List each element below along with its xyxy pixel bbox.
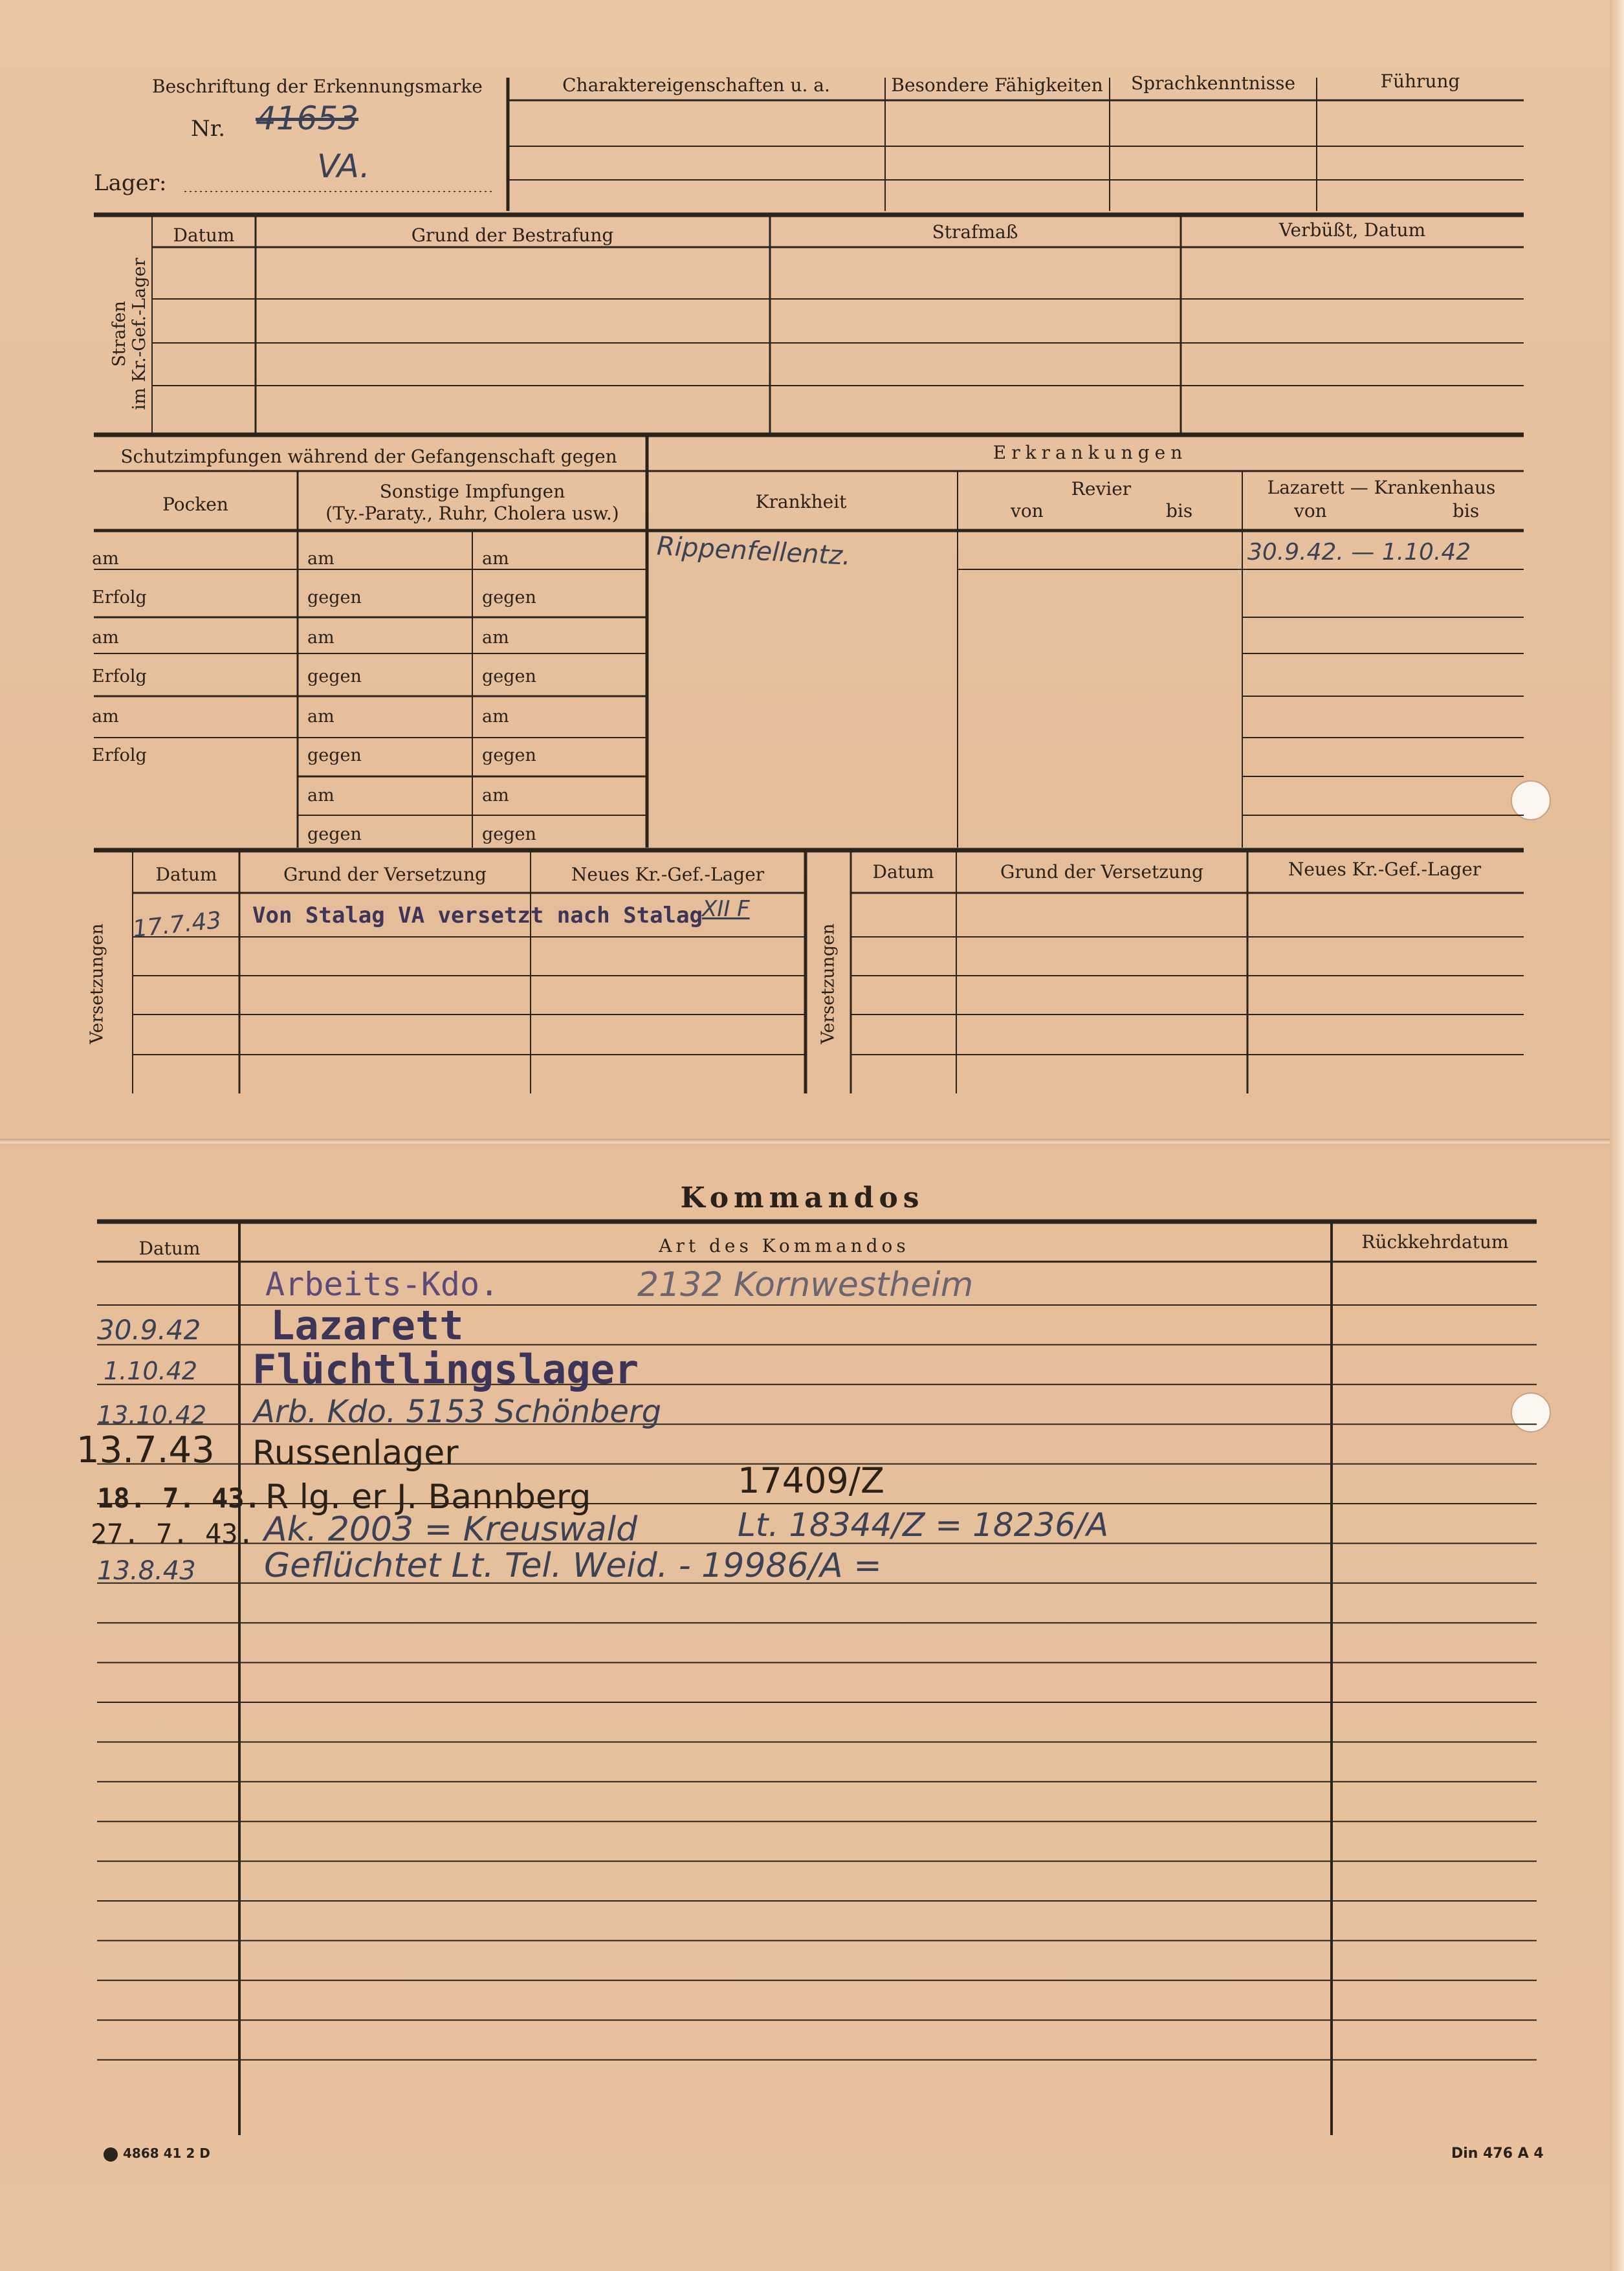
lager-label: Lager: — [94, 170, 167, 196]
kommando-entry-datum: 13.7.43 — [76, 1429, 215, 1471]
impfungen-sonstige-2: (Ty.-Paraty., Ruhr, Cholera usw.) — [325, 503, 619, 524]
kommando-entry-datum: 18. 7. 43. — [97, 1482, 261, 1514]
versetzung-col-lager-2: Neues Kr.-Gef.-Lager — [1288, 859, 1482, 880]
pocken-row: Erfolg — [92, 666, 147, 686]
pocken-row: am — [92, 628, 119, 648]
kommandos-title: Kommandos — [680, 1181, 925, 1214]
kommando-entry-text: Ak. 2003 = Kreuswald — [264, 1510, 638, 1549]
kommando-entry-text: Russenlager — [252, 1434, 459, 1473]
revier-von: von — [1011, 500, 1044, 521]
versetzung-col-datum-2: Datum — [872, 861, 934, 883]
impf-mid-row: gegen — [307, 587, 362, 608]
versetzung-col-lager: Neues Kr.-Gef.-Lager — [571, 864, 765, 885]
header-faehigkeiten: Besondere Fähigkeiten — [891, 74, 1103, 96]
impf-mid-row: am — [307, 628, 335, 648]
erkrankungen-lazarett: Lazarett — Krankenhaus — [1267, 477, 1496, 498]
strafen-side-label-2: im Kr.-Gef.-Lager — [129, 258, 149, 410]
erkrankungen-revier: Revier — [1071, 478, 1132, 499]
pocken-row: Erfolg — [92, 587, 147, 608]
impf-mid-row: gegen — [307, 824, 362, 844]
header-sprachen: Sprachkenntnisse — [1130, 72, 1296, 94]
pocken-row: Erfolg — [92, 745, 147, 765]
versetzung-entry-text: Von Stalag VA versetzt nach Stalag — [252, 903, 703, 928]
impf-right-row: gegen — [482, 745, 536, 765]
kommando-entry-datum: 30.9.42 — [97, 1314, 201, 1346]
impfungen-pocken: Pocken — [162, 494, 228, 515]
impf-mid-row: am — [307, 785, 335, 806]
strafen-side-label-1: Strafen — [109, 301, 129, 367]
impf-right-row: gegen — [482, 587, 536, 608]
kommando-entry-text: Arbeits-Kdo. — [265, 1266, 499, 1303]
footer-left — [104, 2147, 210, 2162]
lazarett-bis: bis — [1453, 500, 1480, 521]
impf-right-row: am — [482, 707, 509, 727]
krankheit-entry: Rippenfellentz. — [656, 531, 851, 571]
impf-right-row: gegen — [482, 666, 536, 686]
kommando-entry-text: Geflüchtet Lt. Tel. Weid. - 19986/A = — [264, 1546, 882, 1585]
header-charakter: Charaktereigenschaften u. a. — [562, 74, 830, 96]
impf-mid-row: am — [307, 707, 335, 727]
header-fuehrung: Führung — [1380, 71, 1460, 92]
marke-label: Beschriftung der Erkennungsmarke — [152, 76, 483, 97]
strafen-col-verbuesst: Verbüßt, Datum — [1278, 219, 1426, 241]
impf-right-row: am — [482, 628, 509, 648]
footer-left-text: 4868 41 2 D — [123, 2145, 210, 2161]
nr-value: 41653 — [256, 100, 359, 137]
kommandos-col-datum: Datum — [138, 1238, 201, 1259]
kommando-entry-datum: 27. 7. 43. — [91, 1518, 254, 1550]
kommando-entry-text: R lg. er J. Bannberg — [265, 1478, 591, 1517]
kommandos-col-rueckkehr: Rückkehrdatum — [1361, 1231, 1509, 1253]
strafen-col-strafmass: Strafmaß — [932, 221, 1018, 243]
impfungen-title: Schutzimpfungen während der Gefangenschaft gegen — [120, 446, 617, 467]
kommando-entry-text: Flüchtlingslager — [252, 1346, 639, 1393]
strafen-side-label — [109, 256, 149, 411]
kommando-entry-datum: 13.8.43 — [97, 1556, 196, 1586]
kommando-entry-datum: 1.10.42 — [104, 1357, 198, 1385]
kommando-entry-extra: Lt. 18344/Z = 18236/A — [738, 1506, 1109, 1544]
printer-mark-icon — [104, 2147, 118, 2162]
footer-right: Din 476 A 4 — [1451, 2145, 1544, 2162]
impf-mid-row: gegen — [307, 745, 362, 765]
versetzung-col-grund-2: Grund der Versetzung — [1000, 861, 1203, 883]
lager-value: VA. — [317, 148, 370, 185]
nr-label: Nr. — [191, 116, 226, 142]
erkrankungen-krankheit: Krankheit — [755, 491, 847, 512]
versetzung-entry-lager: XII F — [702, 896, 750, 922]
pocken-row: am — [92, 707, 119, 727]
impf-mid-row: gegen — [307, 666, 362, 686]
lazarett-von: von — [1294, 500, 1327, 521]
kommando-entry-extra: 2132 Kornwestheim — [637, 1266, 974, 1304]
strafen-col-datum: Datum — [173, 225, 235, 246]
revier-bis: bis — [1166, 500, 1193, 521]
pocken-row: am — [92, 549, 119, 569]
kommando-entry-datum: 13.10.42 — [97, 1401, 207, 1429]
erkrankungen-title: Erkrankungen — [993, 442, 1188, 463]
versetzungen-side-label-left: Versetzungen — [87, 923, 107, 1044]
strafen-col-grund: Grund der Bestrafung — [411, 225, 614, 246]
kommando-entry-text: Arb. Kdo. 5153 Schönberg — [254, 1394, 662, 1430]
impf-right-row: am — [482, 785, 509, 806]
versetzung-col-datum: Datum — [155, 864, 217, 885]
kommando-entry-text: Lazarett — [270, 1302, 464, 1349]
impf-right-row: am — [482, 549, 509, 569]
kommandos-col-art: Art des Kommandos — [659, 1235, 910, 1256]
versetzungen-side-label-right: Versetzungen — [818, 923, 839, 1044]
impf-right-row: gegen — [482, 824, 536, 844]
kommando-entry-extra: 17409/Z — [738, 1460, 884, 1501]
impf-mid-row: am — [307, 549, 335, 569]
versetzung-col-grund: Grund der Versetzung — [283, 864, 487, 885]
impfungen-sonstige-1: Sonstige Impfungen — [379, 481, 565, 502]
versetzung-entry-datum: 17.7.43 — [131, 906, 223, 943]
lazarett-entry: 30.9.42. — 1.10.42 — [1247, 539, 1471, 565]
